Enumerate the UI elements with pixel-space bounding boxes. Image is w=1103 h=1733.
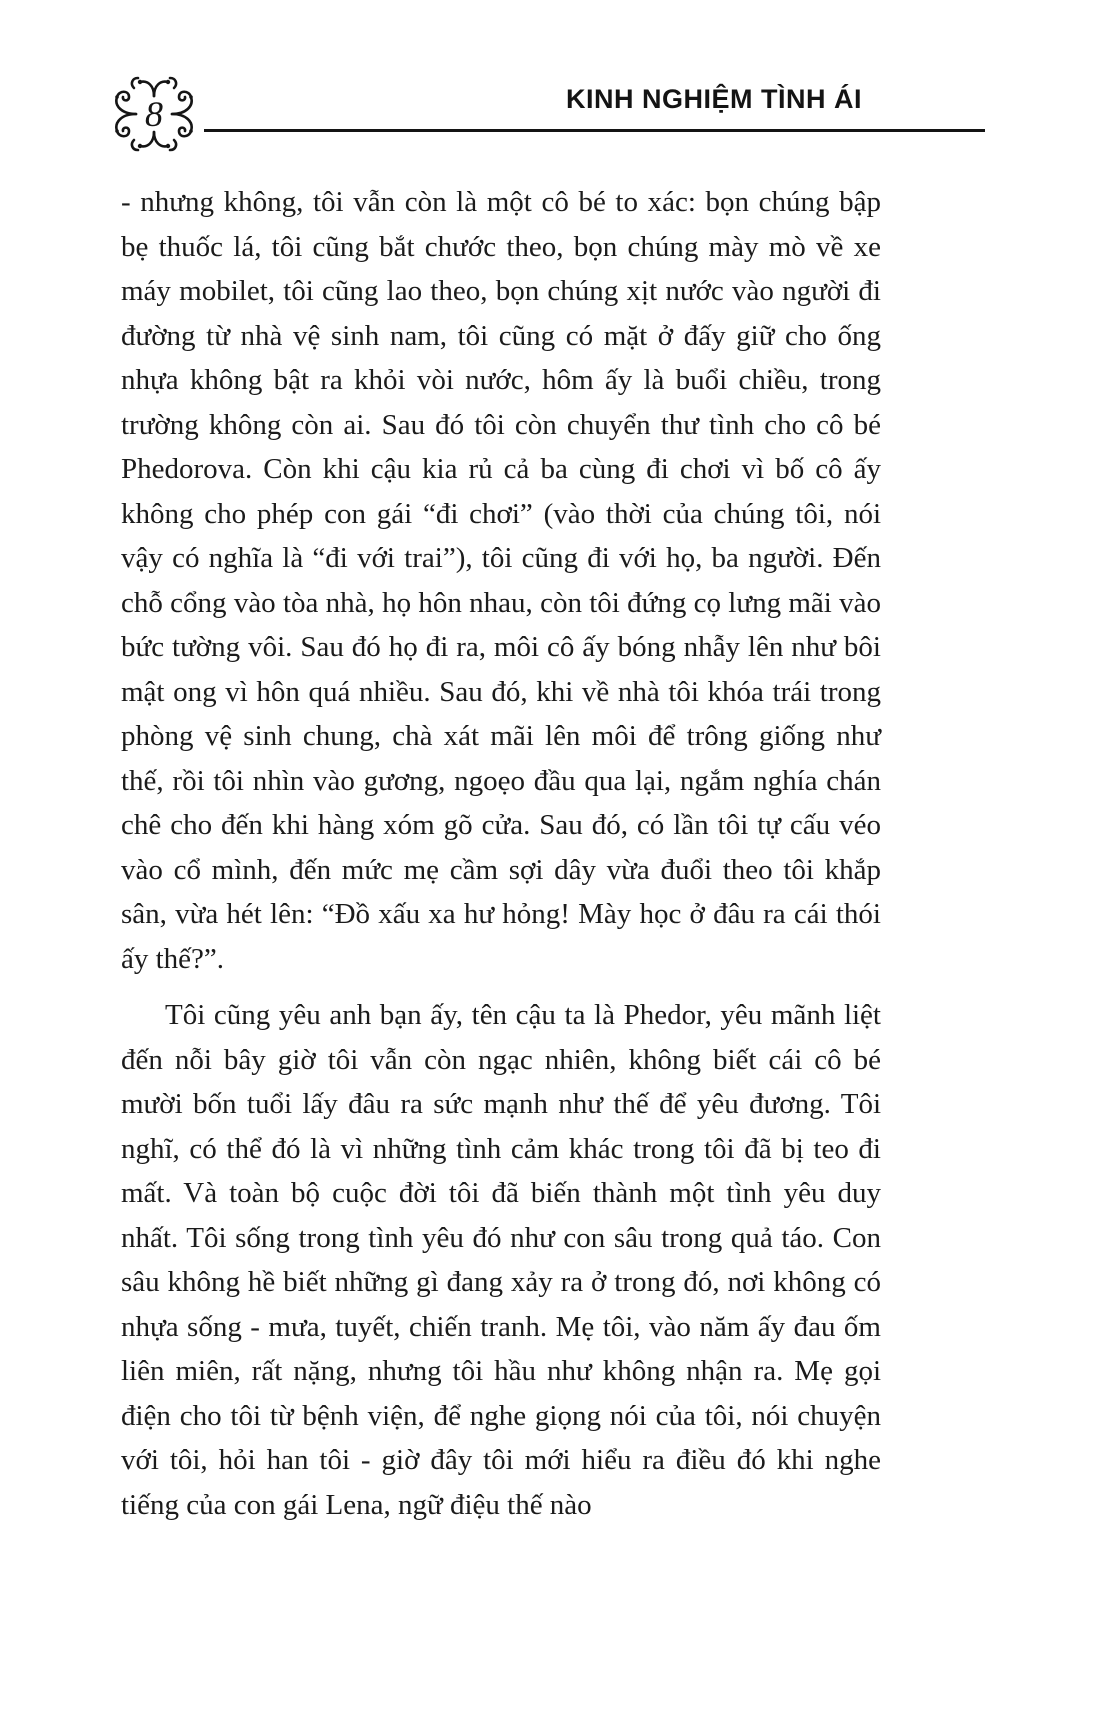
body-text	[121, 180, 881, 1527]
paragraph: - nhưng không, tôi vẫn còn là một cô bé to xác: bọn chúng bập bẹ thuốc lá, tôi cũng bắt chước theo, bọn chúng mày mò về xe máy mobilet, tôi cũng lao theo, bọn chúng xịt nước vào người đi đường từ nhà vệ sinh nam, tôi cũng có mặt ở đấy giữ cho ống nhựa không bật ra khỏi vòi nước, hôm ấy là buổi chiều, trong trường không còn ai. Sau đó tôi còn chuyển thư tình cho cô bé Phedorova. Còn khi cậu kia rủ cả ba cùng đi chơi vì bố cô ấy không cho phép con gái “đi chơi” (vào thời của chúng tôi, nói vậy có nghĩa là “đi với trai”), tôi cũng đi với họ, ba người. Đến chỗ cổng vào tòa nhà, họ hôn nhau, còn tôi đứng cọ lưng mãi vào bức tường vôi. Sau đó họ đi ra, môi cô ấy bóng nhẫy lên như bôi mật ong vì hôn quá nhiều. Sau đó, khi về nhà tôi khóa trái trong phòng vệ sinh chung, chà xát mãi lên môi để trông giống như thế, rồi tôi nhìn vào gương, ngoẹo đầu qua lại, ngắm nghía chán chê cho đến khi hàng xóm gõ cửa. Sau đó, có lần tôi tự cấu véo vào cổ mình, đến mức mẹ cầm sợi dây vừa đuổi theo tôi khắp sân, vừa hét lên: “Đồ xấu xa hư hỏng! Mày học ở đâu ra cái thói ấy thế?”.	[121, 186, 881, 975]
paragraph: Tôi cũng yêu anh bạn ấy, tên cậu ta là Phedor, yêu mãnh liệt đến nỗi bây giờ tôi vẫn còn ngạc nhiên, không biết cái cô bé mười bốn tuổi lấy đâu ra sức mạnh như thế để yêu đương. Tôi nghĩ, có thể đó là vì những tình cảm khác trong tôi đã bị teo đi mất. Và toàn bộ cuộc đời tôi đã biến thành một tình yêu duy nhất. Tôi sống trong tình yêu đó như con sâu trong quả táo. Con sâu không hề biết những gì đang xảy ra ở trong đó, nơi không có nhựa sống - mưa, tuyết, chiến tranh. Mẹ tôi, vào năm ấy đau ốm liên miên, rất nặng, nhưng tôi hầu như không nhận ra. Mẹ gọi điện cho tôi từ bệnh viện, để nghe giọng nói của tôi, nói chuyện với tôi, hỏi han tôi - giờ đây tôi mới hiểu ra điều đó khi nghe tiếng của con gái Lena, ngữ điệu thế nào	[121, 999, 881, 1521]
page-number: 8	[145, 94, 163, 134]
page-number-ornament	[104, 66, 204, 162]
header-rule	[112, 129, 985, 132]
header-title: KINH NGHIỆM TÌNH ÁI	[566, 84, 862, 114]
